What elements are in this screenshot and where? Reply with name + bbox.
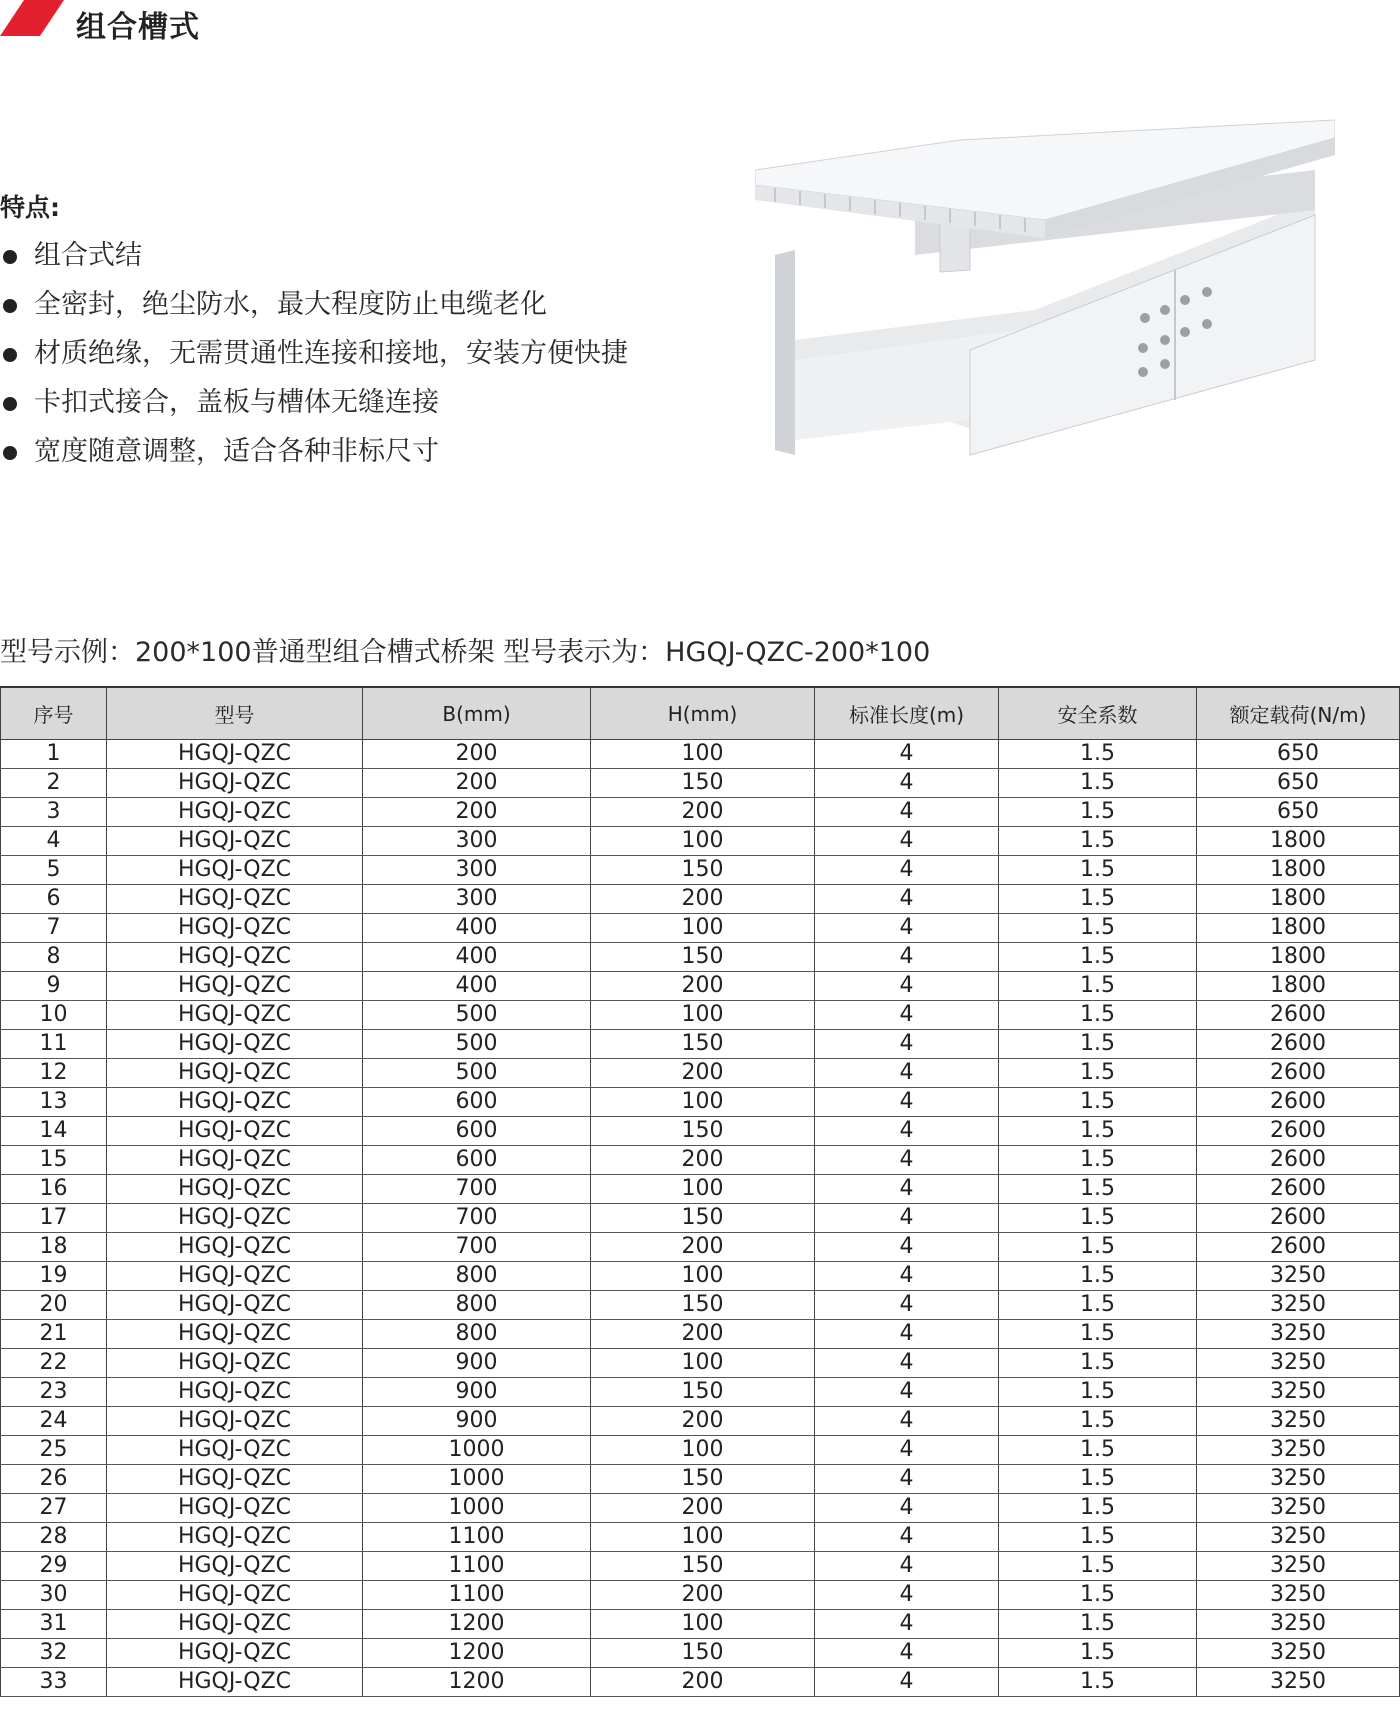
table-cell: 33 — [1, 1668, 107, 1697]
table-cell: 1.5 — [999, 885, 1197, 914]
table-cell: 800 — [363, 1320, 591, 1349]
table-cell: 4 — [815, 1175, 999, 1204]
table-cell: 3250 — [1197, 1494, 1400, 1523]
table-row — [1, 1291, 1400, 1320]
table-cell: 200 — [363, 740, 591, 769]
table-cell: 1.5 — [999, 1349, 1197, 1378]
table-row — [1, 856, 1400, 885]
table-cell: 6 — [1, 885, 107, 914]
table-cell: 150 — [591, 1117, 815, 1146]
table-cell: HGQJ-QZC — [107, 1378, 363, 1407]
table-cell: 4 — [815, 1349, 999, 1378]
table-cell: 4 — [815, 740, 999, 769]
table-cell: 9 — [1, 972, 107, 1001]
table-cell: 100 — [591, 914, 815, 943]
table-cell: 4 — [815, 856, 999, 885]
features-heading: 特点: — [0, 193, 60, 222]
table-cell: HGQJ-QZC — [107, 1320, 363, 1349]
table-cell: 100 — [591, 1523, 815, 1552]
table-cell: 200 — [591, 1233, 815, 1262]
table-row — [1, 972, 1400, 1001]
table-cell: HGQJ-QZC — [107, 1059, 363, 1088]
table-cell: HGQJ-QZC — [107, 1001, 363, 1030]
table-cell: 3250 — [1197, 1407, 1400, 1436]
table-cell: 1.5 — [999, 1639, 1197, 1668]
table-row — [1, 885, 1400, 914]
table-cell: HGQJ-QZC — [107, 827, 363, 856]
model-example-text: 型号示例：200*100普通型组合槽式桥架 型号表示为：HGQJ-QZC-200*100 — [0, 637, 931, 668]
table-cell: 2600 — [1197, 1233, 1400, 1262]
table-cell: 1.5 — [999, 1117, 1197, 1146]
table-cell: 650 — [1197, 740, 1400, 769]
red-slash-decoration — [0, 0, 70, 40]
table-cell: 200 — [363, 769, 591, 798]
table-cell: 200 — [591, 972, 815, 1001]
table-row — [1, 1436, 1400, 1465]
table-cell: HGQJ-QZC — [107, 856, 363, 885]
feature-text: 卡扣式接合，盖板与槽体无缝连接 — [34, 387, 439, 418]
table-cell: 30 — [1, 1581, 107, 1610]
table-row — [1, 1088, 1400, 1117]
table-cell: HGQJ-QZC — [107, 1088, 363, 1117]
feature-text: 材质绝缘，无需贯通性连接和接地，安装方便快捷 — [34, 338, 628, 369]
table-cell: HGQJ-QZC — [107, 798, 363, 827]
table-cell: 11 — [1, 1030, 107, 1059]
table-cell: HGQJ-QZC — [107, 1610, 363, 1639]
table-cell: 4 — [815, 1494, 999, 1523]
table-cell: 600 — [363, 1088, 591, 1117]
table-row — [1, 1349, 1400, 1378]
table-row — [1, 1494, 1400, 1523]
table-cell: 1 — [1, 740, 107, 769]
table-row — [1, 1407, 1400, 1436]
table-cell: 13 — [1, 1088, 107, 1117]
table-cell: 21 — [1, 1320, 107, 1349]
table-cell: 7 — [1, 914, 107, 943]
table-cell: 15 — [1, 1146, 107, 1175]
table-cell: 1.5 — [999, 798, 1197, 827]
table-cell: 1800 — [1197, 856, 1400, 885]
table-cell: HGQJ-QZC — [107, 1465, 363, 1494]
table-row — [1, 1610, 1400, 1639]
table-row — [1, 1639, 1400, 1668]
table-cell: 4 — [815, 1001, 999, 1030]
table-cell: 4 — [815, 1465, 999, 1494]
table-cell: 4 — [815, 769, 999, 798]
table-cell: 1.5 — [999, 769, 1197, 798]
table-cell: 1.5 — [999, 1378, 1197, 1407]
feature-item — [0, 432, 720, 481]
bullet-icon — [3, 299, 17, 313]
table-cell: 23 — [1, 1378, 107, 1407]
table-cell: 1200 — [363, 1668, 591, 1697]
table-cell: 150 — [591, 856, 815, 885]
table-cell: 700 — [363, 1233, 591, 1262]
table-cell: 4 — [815, 1117, 999, 1146]
table-cell: 4 — [815, 1146, 999, 1175]
feature-text: 组合式结 — [34, 240, 142, 271]
column-header: 型号 — [107, 687, 363, 740]
table-cell: 1800 — [1197, 827, 1400, 856]
table-cell: 4 — [815, 1262, 999, 1291]
table-cell: 100 — [591, 1088, 815, 1117]
table-cell: 4 — [815, 885, 999, 914]
feature-item — [0, 334, 720, 383]
table-cell: 5 — [1, 856, 107, 885]
table-cell: HGQJ-QZC — [107, 1291, 363, 1320]
column-header: H(mm) — [591, 687, 815, 740]
table-cell: HGQJ-QZC — [107, 1407, 363, 1436]
table-cell: 3250 — [1197, 1291, 1400, 1320]
table-cell: 650 — [1197, 798, 1400, 827]
table-cell: 100 — [591, 1436, 815, 1465]
table-cell: HGQJ-QZC — [107, 1581, 363, 1610]
table-cell: 4 — [815, 1088, 999, 1117]
table-cell: 2600 — [1197, 1030, 1400, 1059]
spec-table — [0, 686, 1400, 1697]
table-cell: 700 — [363, 1204, 591, 1233]
table-cell: HGQJ-QZC — [107, 972, 363, 1001]
table-cell: 10 — [1, 1001, 107, 1030]
table-row — [1, 798, 1400, 827]
table-cell: 150 — [591, 1291, 815, 1320]
table-cell: 2600 — [1197, 1175, 1400, 1204]
table-cell: 4 — [815, 1668, 999, 1697]
table-body — [1, 740, 1400, 1697]
table-cell: 700 — [363, 1175, 591, 1204]
column-header: B(mm) — [363, 687, 591, 740]
table-cell: 150 — [591, 1204, 815, 1233]
table-cell: 4 — [815, 1407, 999, 1436]
table-cell: 2600 — [1197, 1117, 1400, 1146]
table-cell: 4 — [815, 1030, 999, 1059]
table-cell: 3250 — [1197, 1465, 1400, 1494]
table-row — [1, 1465, 1400, 1494]
table-row — [1, 943, 1400, 972]
table-cell: 200 — [363, 798, 591, 827]
table-cell: 4 — [815, 1291, 999, 1320]
section-header — [0, 0, 600, 48]
table-cell: 200 — [591, 885, 815, 914]
table-cell: 1.5 — [999, 972, 1197, 1001]
table-cell: 3250 — [1197, 1320, 1400, 1349]
table-cell: 4 — [815, 1610, 999, 1639]
table-cell: 1800 — [1197, 885, 1400, 914]
table-cell: 1100 — [363, 1581, 591, 1610]
table-cell: 3250 — [1197, 1262, 1400, 1291]
table-cell: 1.5 — [999, 943, 1197, 972]
table-cell: 900 — [363, 1378, 591, 1407]
table-cell: 4 — [815, 1320, 999, 1349]
table-cell: 100 — [591, 827, 815, 856]
table-cell: 400 — [363, 943, 591, 972]
table-cell: HGQJ-QZC — [107, 943, 363, 972]
table-cell: HGQJ-QZC — [107, 1030, 363, 1059]
table-cell: 1.5 — [999, 1465, 1197, 1494]
table-cell: 19 — [1, 1262, 107, 1291]
table-cell: 1.5 — [999, 740, 1197, 769]
column-header: 标准长度(m) — [815, 687, 999, 740]
table-cell: 1.5 — [999, 1494, 1197, 1523]
table-cell: 24 — [1, 1407, 107, 1436]
table-cell: 1800 — [1197, 972, 1400, 1001]
table-cell: 17 — [1, 1204, 107, 1233]
table-cell: 1.5 — [999, 1262, 1197, 1291]
page-title: 组合槽式 — [76, 10, 200, 45]
table-cell: 1.5 — [999, 1436, 1197, 1465]
table-cell: HGQJ-QZC — [107, 740, 363, 769]
table-cell: HGQJ-QZC — [107, 1668, 363, 1697]
table-cell: HGQJ-QZC — [107, 1175, 363, 1204]
table-cell: 1.5 — [999, 1233, 1197, 1262]
table-cell: 4 — [815, 1059, 999, 1088]
table-cell: HGQJ-QZC — [107, 1552, 363, 1581]
table-cell: 3250 — [1197, 1610, 1400, 1639]
table-row — [1, 827, 1400, 856]
table-cell: 1.5 — [999, 1146, 1197, 1175]
table-cell: 200 — [591, 1494, 815, 1523]
table-row — [1, 1175, 1400, 1204]
table-cell: 300 — [363, 856, 591, 885]
table-cell: 32 — [1, 1639, 107, 1668]
table-cell: 4 — [1, 827, 107, 856]
table-cell: 1.5 — [999, 1668, 1197, 1697]
column-header: 序号 — [1, 687, 107, 740]
table-row — [1, 1001, 1400, 1030]
bullet-icon — [3, 397, 17, 411]
table-cell: 500 — [363, 1059, 591, 1088]
table-cell: 900 — [363, 1407, 591, 1436]
table-cell: 3250 — [1197, 1378, 1400, 1407]
column-header: 额定载荷(N/m) — [1197, 687, 1400, 740]
table-cell: 1.5 — [999, 1291, 1197, 1320]
feature-item — [0, 236, 720, 285]
table-cell: 150 — [591, 1030, 815, 1059]
table-cell: 500 — [363, 1001, 591, 1030]
table-cell: 4 — [815, 914, 999, 943]
table-cell: 12 — [1, 1059, 107, 1088]
table-cell: 3250 — [1197, 1668, 1400, 1697]
table-header-row — [1, 687, 1400, 740]
table-cell: 4 — [815, 1436, 999, 1465]
table-cell: 20 — [1, 1291, 107, 1320]
table-cell: 1000 — [363, 1436, 591, 1465]
table-cell: 100 — [591, 1175, 815, 1204]
feature-text: 全密封，绝尘防水，最大程度防止电缆老化 — [34, 289, 547, 320]
table-cell: 4 — [815, 1639, 999, 1668]
table-cell: 100 — [591, 740, 815, 769]
table-cell: 200 — [591, 1059, 815, 1088]
table-cell: 600 — [363, 1146, 591, 1175]
table-cell: 200 — [591, 1407, 815, 1436]
table-row — [1, 1059, 1400, 1088]
table-cell: HGQJ-QZC — [107, 1494, 363, 1523]
table-cell: 400 — [363, 914, 591, 943]
table-cell: 1.5 — [999, 914, 1197, 943]
table-cell: 4 — [815, 798, 999, 827]
table-cell: HGQJ-QZC — [107, 914, 363, 943]
table-cell: 150 — [591, 943, 815, 972]
features-section — [0, 188, 720, 481]
table-cell: 600 — [363, 1117, 591, 1146]
table-cell: 29 — [1, 1552, 107, 1581]
table-cell: 4 — [815, 972, 999, 1001]
table-cell: 2600 — [1197, 1059, 1400, 1088]
table-cell: 800 — [363, 1262, 591, 1291]
table-cell: 4 — [815, 827, 999, 856]
table-cell: 1.5 — [999, 1175, 1197, 1204]
table-cell: 650 — [1197, 769, 1400, 798]
table-cell: HGQJ-QZC — [107, 1639, 363, 1668]
bullet-icon — [3, 446, 17, 460]
table-row — [1, 1552, 1400, 1581]
table-cell: 3 — [1, 798, 107, 827]
table-cell: 200 — [591, 1668, 815, 1697]
table-cell: 150 — [591, 1378, 815, 1407]
table-cell: 3250 — [1197, 1639, 1400, 1668]
table-cell: HGQJ-QZC — [107, 885, 363, 914]
table-cell: 1200 — [363, 1610, 591, 1639]
table-cell: 1.5 — [999, 1610, 1197, 1639]
table-cell: 3250 — [1197, 1523, 1400, 1552]
table-cell: 1.5 — [999, 1088, 1197, 1117]
table-cell: 4 — [815, 1581, 999, 1610]
table-cell: 31 — [1, 1610, 107, 1639]
table-cell: 14 — [1, 1117, 107, 1146]
table-cell: 1200 — [363, 1639, 591, 1668]
table-cell: 4 — [815, 1523, 999, 1552]
table-cell: 1.5 — [999, 1030, 1197, 1059]
table-row — [1, 1378, 1400, 1407]
table-row — [1, 914, 1400, 943]
table-cell: 1.5 — [999, 1523, 1197, 1552]
bullet-icon — [3, 348, 17, 362]
table-cell: 800 — [363, 1291, 591, 1320]
table-cell: 1000 — [363, 1465, 591, 1494]
table-cell: HGQJ-QZC — [107, 1146, 363, 1175]
table-row — [1, 1117, 1400, 1146]
table-cell: 200 — [591, 1146, 815, 1175]
table-cell: 1100 — [363, 1552, 591, 1581]
table-cell: 1100 — [363, 1523, 591, 1552]
table-cell: 3250 — [1197, 1349, 1400, 1378]
table-cell: 25 — [1, 1436, 107, 1465]
table-cell: 500 — [363, 1030, 591, 1059]
table-cell: 1.5 — [999, 1407, 1197, 1436]
table-cell: 100 — [591, 1610, 815, 1639]
table-cell: 18 — [1, 1233, 107, 1262]
table-cell: 4 — [815, 943, 999, 972]
table-row — [1, 1233, 1400, 1262]
table-cell: 26 — [1, 1465, 107, 1494]
table-cell: 100 — [591, 1349, 815, 1378]
feature-item — [0, 285, 720, 334]
table-row — [1, 1320, 1400, 1349]
table-cell: 200 — [591, 798, 815, 827]
table-cell: HGQJ-QZC — [107, 1436, 363, 1465]
table-cell: 4 — [815, 1233, 999, 1262]
table-row — [1, 1204, 1400, 1233]
table-cell: 900 — [363, 1349, 591, 1378]
table-cell: 1.5 — [999, 1001, 1197, 1030]
table-cell: 2600 — [1197, 1088, 1400, 1117]
table-cell: 22 — [1, 1349, 107, 1378]
table-cell: 1.5 — [999, 827, 1197, 856]
cable-tray-product-image — [755, 110, 1335, 480]
table-cell: 28 — [1, 1523, 107, 1552]
table-cell: 1.5 — [999, 1204, 1197, 1233]
table-cell: 100 — [591, 1001, 815, 1030]
table-cell: 150 — [591, 1639, 815, 1668]
table-row — [1, 1146, 1400, 1175]
table-cell: 4 — [815, 1552, 999, 1581]
table-cell: 4 — [815, 1204, 999, 1233]
table-cell: 300 — [363, 827, 591, 856]
table-cell: 150 — [591, 1552, 815, 1581]
table-cell: HGQJ-QZC — [107, 1233, 363, 1262]
table-cell: 4 — [815, 1378, 999, 1407]
table-row — [1, 1668, 1400, 1697]
table-cell: 1000 — [363, 1494, 591, 1523]
table-row — [1, 1581, 1400, 1610]
table-cell: 100 — [591, 1262, 815, 1291]
table-cell: 2600 — [1197, 1146, 1400, 1175]
table-cell: 150 — [591, 1465, 815, 1494]
feature-item — [0, 383, 720, 432]
table-cell: 2 — [1, 769, 107, 798]
table-cell: 27 — [1, 1494, 107, 1523]
table-cell: HGQJ-QZC — [107, 1349, 363, 1378]
table-row — [1, 1262, 1400, 1291]
table-cell: HGQJ-QZC — [107, 769, 363, 798]
feature-text: 宽度随意调整，适合各种非标尺寸 — [34, 436, 439, 467]
table-cell: 150 — [591, 769, 815, 798]
table-cell: 200 — [591, 1581, 815, 1610]
table-cell: 1.5 — [999, 856, 1197, 885]
table-row — [1, 769, 1400, 798]
table-cell: 3250 — [1197, 1552, 1400, 1581]
bullet-icon — [3, 250, 17, 264]
table-cell: 3250 — [1197, 1581, 1400, 1610]
table-cell: HGQJ-QZC — [107, 1262, 363, 1291]
table-cell: 400 — [363, 972, 591, 1001]
table-cell: 1800 — [1197, 914, 1400, 943]
table-cell: 1.5 — [999, 1059, 1197, 1088]
table-cell: 300 — [363, 885, 591, 914]
table-cell: 1.5 — [999, 1552, 1197, 1581]
table-cell: HGQJ-QZC — [107, 1117, 363, 1146]
table-cell: HGQJ-QZC — [107, 1523, 363, 1552]
table-cell: 200 — [591, 1320, 815, 1349]
table-cell: 2600 — [1197, 1001, 1400, 1030]
table-cell: HGQJ-QZC — [107, 1204, 363, 1233]
table-cell: 1.5 — [999, 1581, 1197, 1610]
table-cell: 3250 — [1197, 1436, 1400, 1465]
table-cell: 8 — [1, 943, 107, 972]
table-row — [1, 1030, 1400, 1059]
table-cell: 1800 — [1197, 943, 1400, 972]
features-list — [0, 236, 720, 481]
table-row — [1, 740, 1400, 769]
table-cell: 2600 — [1197, 1204, 1400, 1233]
table-row — [1, 1523, 1400, 1552]
column-header: 安全系数 — [999, 687, 1197, 740]
table-cell: 16 — [1, 1175, 107, 1204]
table-cell: 1.5 — [999, 1320, 1197, 1349]
